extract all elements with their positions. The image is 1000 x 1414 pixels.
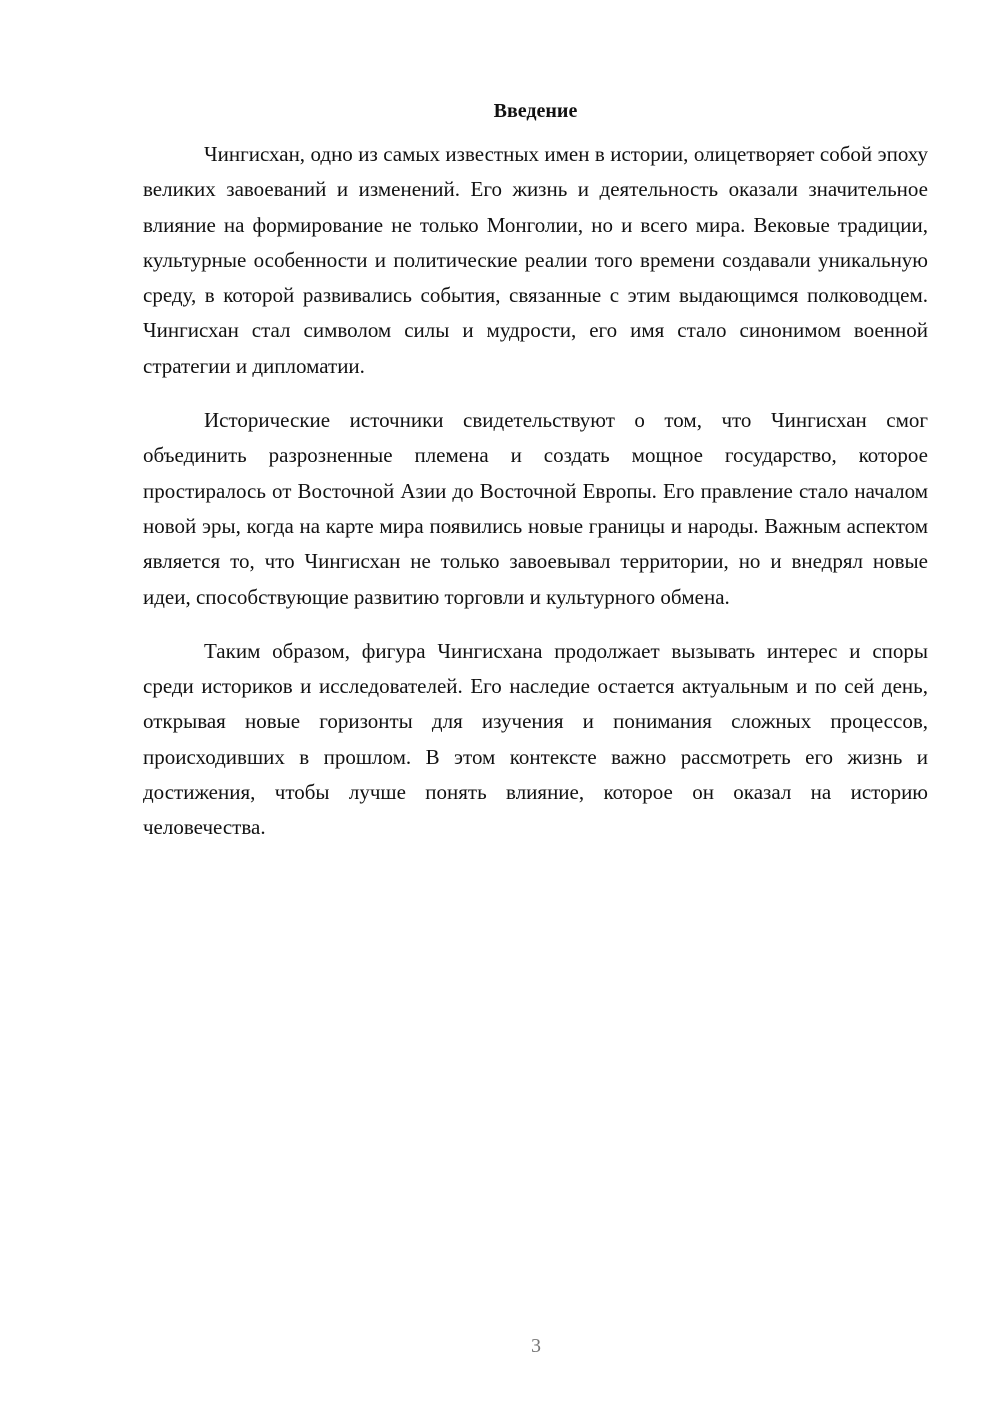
paragraph-3: Таким образом, фигура Чингисхана продолжает вызывать интерес и споры среди историков и исследователей. Его наследие остается актуальным и по сей день, открывая новые горизонты для изучения и понимания сложных процессов, происходивших в прошлом. В этом контексте важно рассмотреть его жизнь и достижения, чтобы лучше понять влияние, которое он оказал на историю человечества. bbox=[143, 638, 928, 840]
section-title: Введение bbox=[493, 100, 578, 122]
paragraph-2: Исторические источники свидетельствуют о том, что Чингисхан смог объединить разрозненные племена и создать мощное государство, которое простиралось от Восточной Азии до Восточной Европы. Его правление стало началом новой эры, когда на карте мира появились новые границы и народы. Важным аспектом является то, что Чингисхан не только завоевывал территории, но и внедрял новые идеи, способствующие развитию торговли и культурного обмена. bbox=[143, 408, 928, 609]
page-content bbox=[143, 97, 928, 865]
paragraph-1: Чингисхан, одно из самых известных имен в истории, олицетворяет собой эпоху великих завоеваний и изменений. Его жизнь и деятельность оказали значительное влияние на формирование не только Монголии, но и всего мира. Вековые традиции, культурные особенности и политические реалии того времени создавали уникальную среду, в которой развивались события, связанные с этим выдающимся полководцем. Чингисхан стал символом силы и мудрости, его имя стало синонимом военной стратегии и дипломатии. bbox=[143, 142, 928, 378]
page-number: 3 bbox=[531, 1335, 541, 1357]
